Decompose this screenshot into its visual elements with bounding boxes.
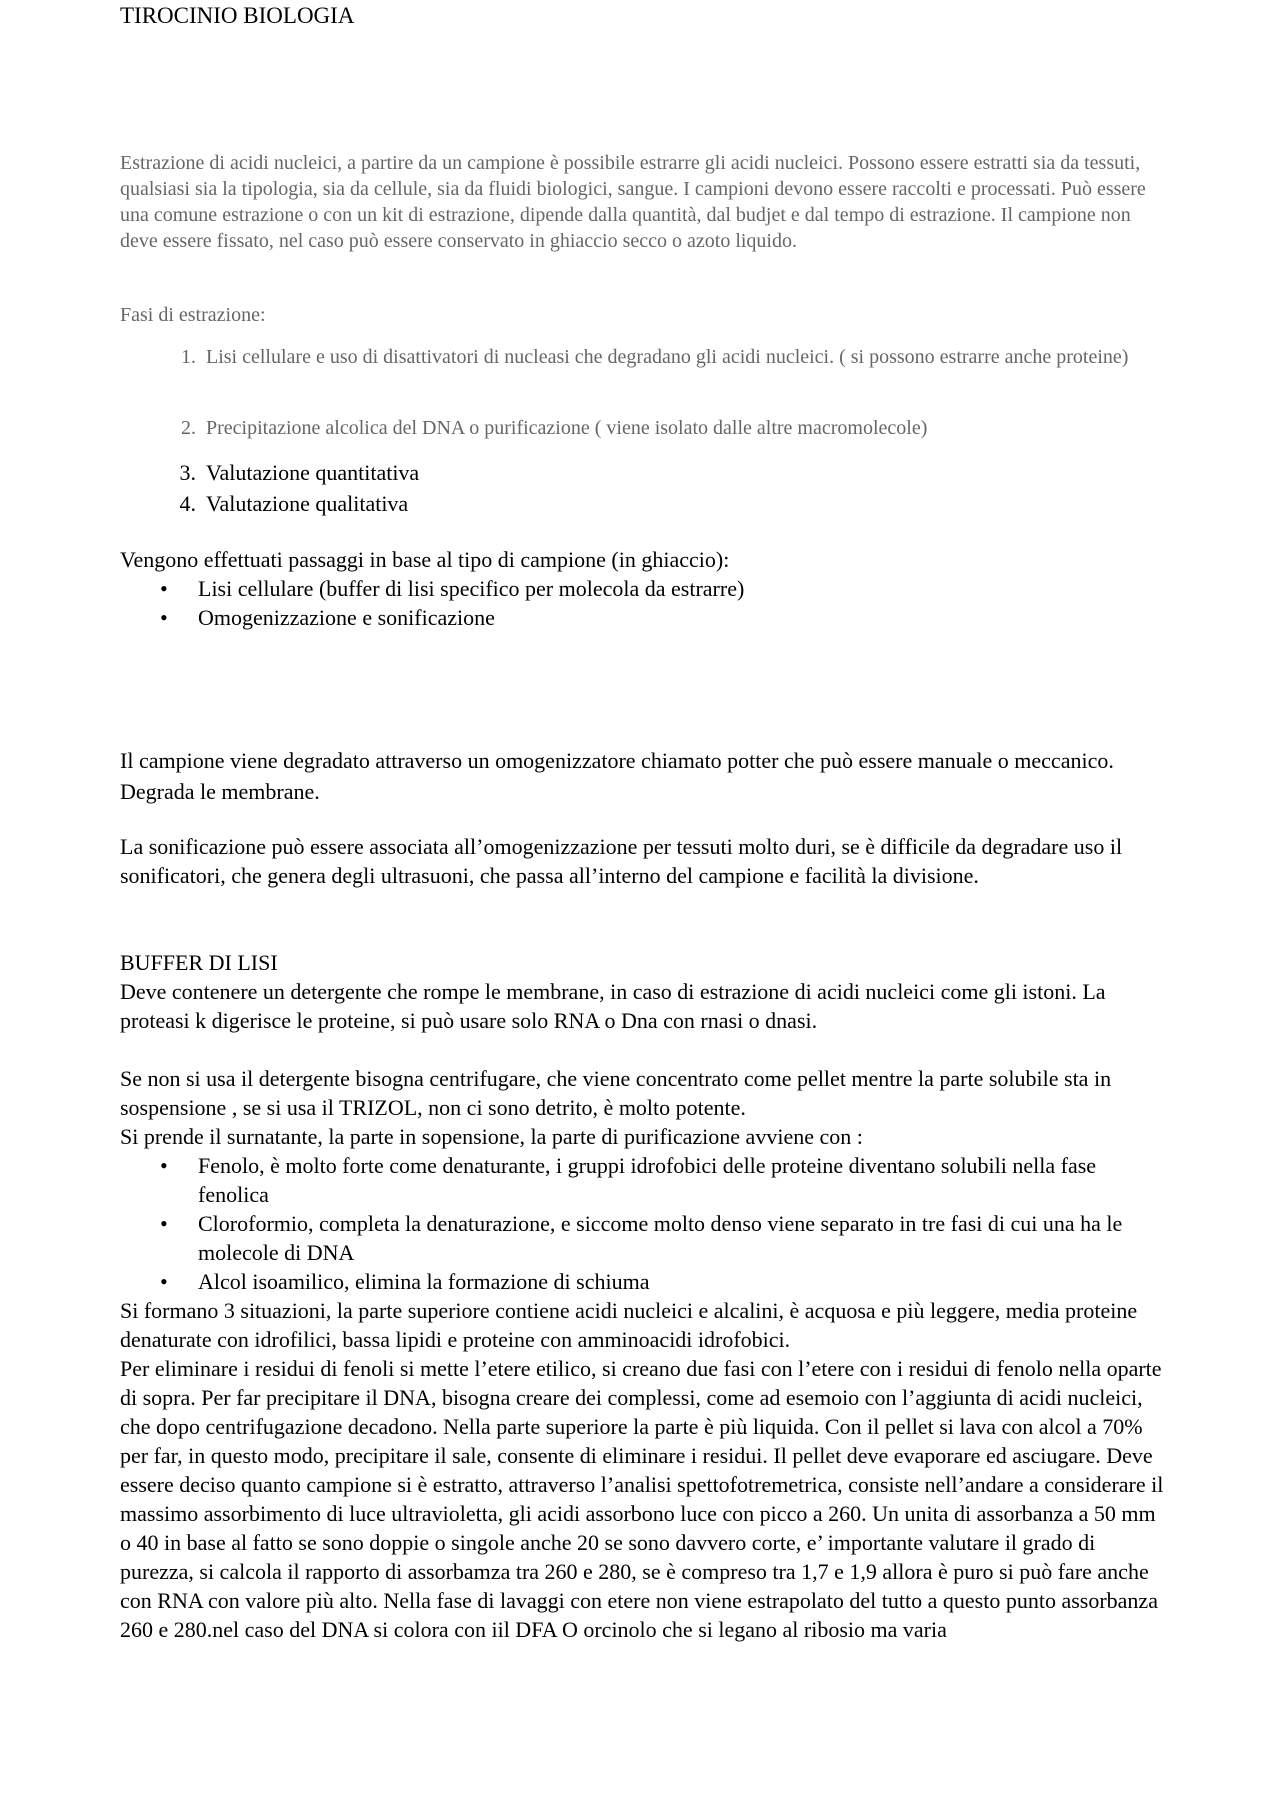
final-paragraph-2: Per eliminare i residui di fenoli si mette l’etere etilico, si creano due fasi con l’etere con i residui di fenolo nella oparte di sopra. Per far precipitare il DNA, bisogna creare dei complessi, come ad esemoio con l’aggiunta di acidi nucleici, che dopo centrifugazione decadono. Nella parte superiore la parte è più liquida. Con il pellet si lava con alcol a 70% per far, in questo modo, precipitare il sale, consente di eliminare i residui. Il pellet deve evaporare ed asciugare. Deve essere deciso quanto campione si è estratto, attraverso l’analisi spettofotremetrica, consiste nell’andare a considerare il massimo assorbimento di luce ultravioletta, gli acidi assorbono luce con picco a 260. Un unita di assorbanza a 50 mm o 40 in base al fatto se sono doppie o singole anche 20 se sono davvero corte, e’ importante valutare il grado di purezza, si calcola il rapporto di assorbamza tra 260 e 280, se è compreso tra 1,7 e 1,9 allora è puro si può fare anche con RNA con valore più alto. Nella fase di lavaggi con etere non viene estrapolato del tutto a questo punto assorbanza 260 e 280.nel caso del DNA si colora con iil DFA O orcinolo che si legano al ribosio ma varia [120,1356,1164,1642]
bullet-text: Fenolo, è molto forte come denaturante, i gruppi idrofobici delle proteine diventano solubili nella fase fenolica [198,1153,1097,1207]
passaggi-intro: Vengono effettuati passaggi in base al tipo di campione (in ghiaccio): [120,547,730,572]
buffer-title: BUFFER DI LISI [120,950,278,975]
list-text: Precipitazione alcolica del DNA o purificazione ( viene isolato dalle altre macromolecole) [206,417,928,439]
list-number: 1. [181,346,196,368]
list-text: Lisi cellulare e uso di disattivatori di nucleasi che degradano gli acidi nucleici. ( si possono estrarre anche proteine) [206,346,1129,368]
phases-title: Fasi di estrazione: [120,304,266,326]
bullet-marker: • [160,1153,168,1178]
bullet-marker: • [160,605,168,630]
bullet-text: Lisi cellulare (buffer di lisi specifico per molecola da estrarre) [198,576,745,601]
list-number: 4. [179,491,196,516]
centrifuga-paragraph: Se non si usa il detergente bisogna centrifugare, che viene concentrato come pellet mentre la parte solubile sta in sospensione , se si usa il TRIZOL, non ci sono detrito, è molto potente. [120,1066,1112,1120]
intro-paragraph: Estrazione di acidi nucleici, a partire da un campione è possibile estrarre gli acidi nucleici. Possono essere estratti sia da tessuti, qualsiasi sia la tipologia, sia da cellule, sia da fluidi biologici, sangue. I campioni devono essere raccolti e processati. Può essere una comune estrazione o con un kit di estrazione, dipende dalla quantità, dal budjet e dal tempo di estrazione. Il campione non deve essere fissato, nel caso può essere conservato in ghiaccio secco o azoto liquido. [120,152,1146,252]
list-number: 3. [179,460,196,485]
sonificazione-paragraph: La sonificazione può essere associata all’omogenizzazione per tessuti molto duri, se è difficile da degradare uso il sonificatori, che genera degli ultrasuoni, che passa all’interno del campione e facilità la divisione. [120,834,1123,888]
bullet-text: Alcol isoamilico, elimina la formazione di schiuma [198,1269,650,1294]
final-paragraph-1: Si formano 3 situazioni, la parte superiore contiene acidi nucleici e alcalini, è acquosa e più leggere, media proteine denaturate con idrofilici, bassa lipidi e proteine con amminoacidi idrofobici. [120,1298,1138,1352]
bullet-text: Omogenizzazione e sonificazione [198,605,495,630]
list-text: Valutazione quantitativa [206,460,420,485]
bullet-marker: • [160,1211,168,1236]
buffer-paragraph: Deve contenere un detergente che rompe le membrane, in caso di estrazione di acidi nucleici come gli istoni. La proteasi k digerisce le proteine, si può usare solo RNA o Dna con rnasi o dnasi. [120,979,1106,1033]
page-header: TIROCINIO BIOLOGIA [120,3,355,28]
bullet-marker: • [160,576,168,601]
bullet-marker: • [160,1269,168,1294]
list-number: 2. [181,417,196,439]
bullet-text: Cloroformio, completa la denaturazione, e siccome molto denso viene separato in tre fasi di cui una ha le molecole di DNA [198,1211,1123,1265]
list-text: Valutazione qualitativa [206,491,409,516]
surnatante-paragraph: Si prende il surnatante, la parte in sopensione, la parte di purificazione avviene con : [120,1124,863,1149]
potter-paragraph: Il campione viene degradato attraverso un omogenizzatore chiamato potter che può essere manuale o meccanico. Degrada le membrane. [120,748,1114,804]
